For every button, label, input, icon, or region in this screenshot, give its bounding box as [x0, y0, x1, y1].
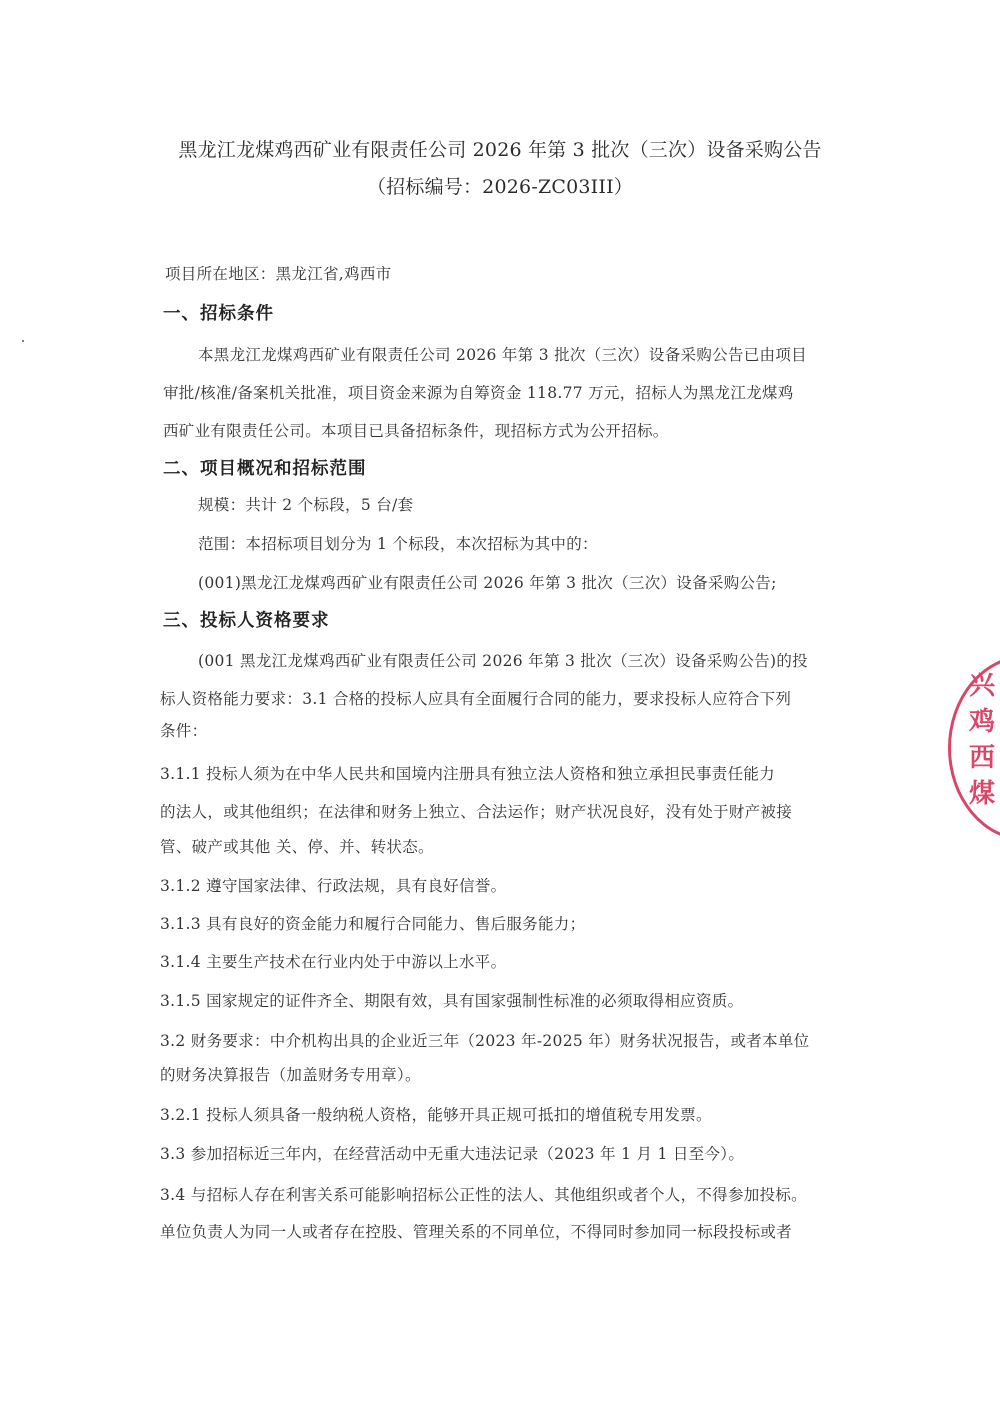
- paragraph-line: 3.4 与招标人存在利害关系可能影响招标公正性的法人、其他组织或者个人，不得参加投标。: [160, 1186, 807, 1204]
- paragraph-line: 3.1.3 具有良好的资金能力和履行合同能力、售后服务能力；: [160, 915, 586, 933]
- seal-text: [969, 668, 999, 812]
- paragraph-line: 规模：共计 2 个标段，5 台/套: [198, 496, 414, 514]
- paragraph-line: 条件：: [160, 722, 208, 740]
- seal-char: 鸡: [969, 707, 996, 737]
- section-heading-bidder-qualifications: 三、投标人资格要求: [163, 611, 330, 631]
- section-heading-tender-conditions: 一、招标条件: [163, 304, 274, 324]
- paragraph-line: 西矿业有限责任公司。本项目已具备招标条件，现招标方式为公开招标。: [163, 422, 669, 440]
- paragraph-line: 3.1.1 投标人须为在中华人民共和国境内注册具有独立法人资格和独立承担民事责任能力: [160, 765, 775, 783]
- paragraph-line: 3.1.2 遵守国家法律、行政法规，具有良好信誉。: [160, 877, 507, 895]
- paragraph-line: 本黑龙江龙煤鸡西矿业有限责任公司 2026 年第 3 批次（三次）设备采购公告已由项目: [198, 346, 807, 364]
- paragraph-line: 3.2 财务要求：中介机构出具的企业近三年（2023 年-2025 年）财务状况报告，或者本单位: [160, 1032, 810, 1050]
- seal-char: 煤: [969, 779, 996, 809]
- paragraph-line: 的法人，或其他组织；在法律和财务上独立、合法运作；财产状况良好，没有处于财产被接: [160, 803, 793, 821]
- paragraph-line: 管、破产或其他 关、停、并、转状态。: [160, 838, 434, 856]
- project-region: 项目所在地区：黑龙江省,鸡西市: [165, 265, 392, 283]
- tender-number: （招标编号：2026-ZC03III）: [366, 176, 633, 198]
- paragraph-line: 3.2.1 投标人须具备一般纳税人资格，能够开具正规可抵扣的增值税专用发票。: [160, 1106, 712, 1124]
- paragraph-line: 3.1.5 国家规定的证件齐全、期限有效，具有国家强制性标准的必须取得相应资质。: [160, 992, 744, 1010]
- paragraph-line: (001 黑龙江龙煤鸡西矿业有限责任公司 2026 年第 3 批次（三次）设备采购公告)的投: [198, 652, 808, 670]
- company-seal-stamp: [948, 655, 1000, 841]
- paragraph-line: 审批/核准/备案机关批准，项目资金来源为自筹资金 118.77 万元，招标人为黑龙江龙煤鸡: [163, 384, 794, 402]
- document-title: 黑龙江龙煤鸡西矿业有限责任公司 2026 年第 3 批次（三次）设备采购公告: [178, 139, 822, 161]
- seal-char: 西: [969, 743, 996, 773]
- paragraph-line: 3.1.4 主要生产技术在行业内处于中游以上水平。: [160, 953, 507, 971]
- section-heading-project-scope: 二、项目概况和招标范围: [163, 459, 367, 479]
- seal-char: 兴: [969, 671, 996, 701]
- paragraph-line: 的财务决算报告（加盖财务专用章）。: [160, 1066, 421, 1084]
- scan-speck: [22, 340, 24, 342]
- paragraph-line: 范围：本招标项目划分为 1 个标段，本次招标为其中的：: [198, 535, 598, 553]
- paragraph-line: 3.3 参加招标近三年内，在经营活动中无重大违法记录（2023 年 1 月 1 日至今）。: [160, 1145, 745, 1163]
- paragraph-line: 单位负责人为同一人或者存在控股、管理关系的不同单位，不得同时参加同一标段投标或者: [160, 1223, 793, 1241]
- paragraph-line: 标人资格能力要求：3.1 合格的投标人应具有全面履行合同的能力，要求投标人应符合下列: [160, 690, 792, 708]
- paragraph-line: (001)黑龙江龙煤鸡西矿业有限责任公司 2026 年第 3 批次（三次）设备采购公告;: [198, 574, 777, 592]
